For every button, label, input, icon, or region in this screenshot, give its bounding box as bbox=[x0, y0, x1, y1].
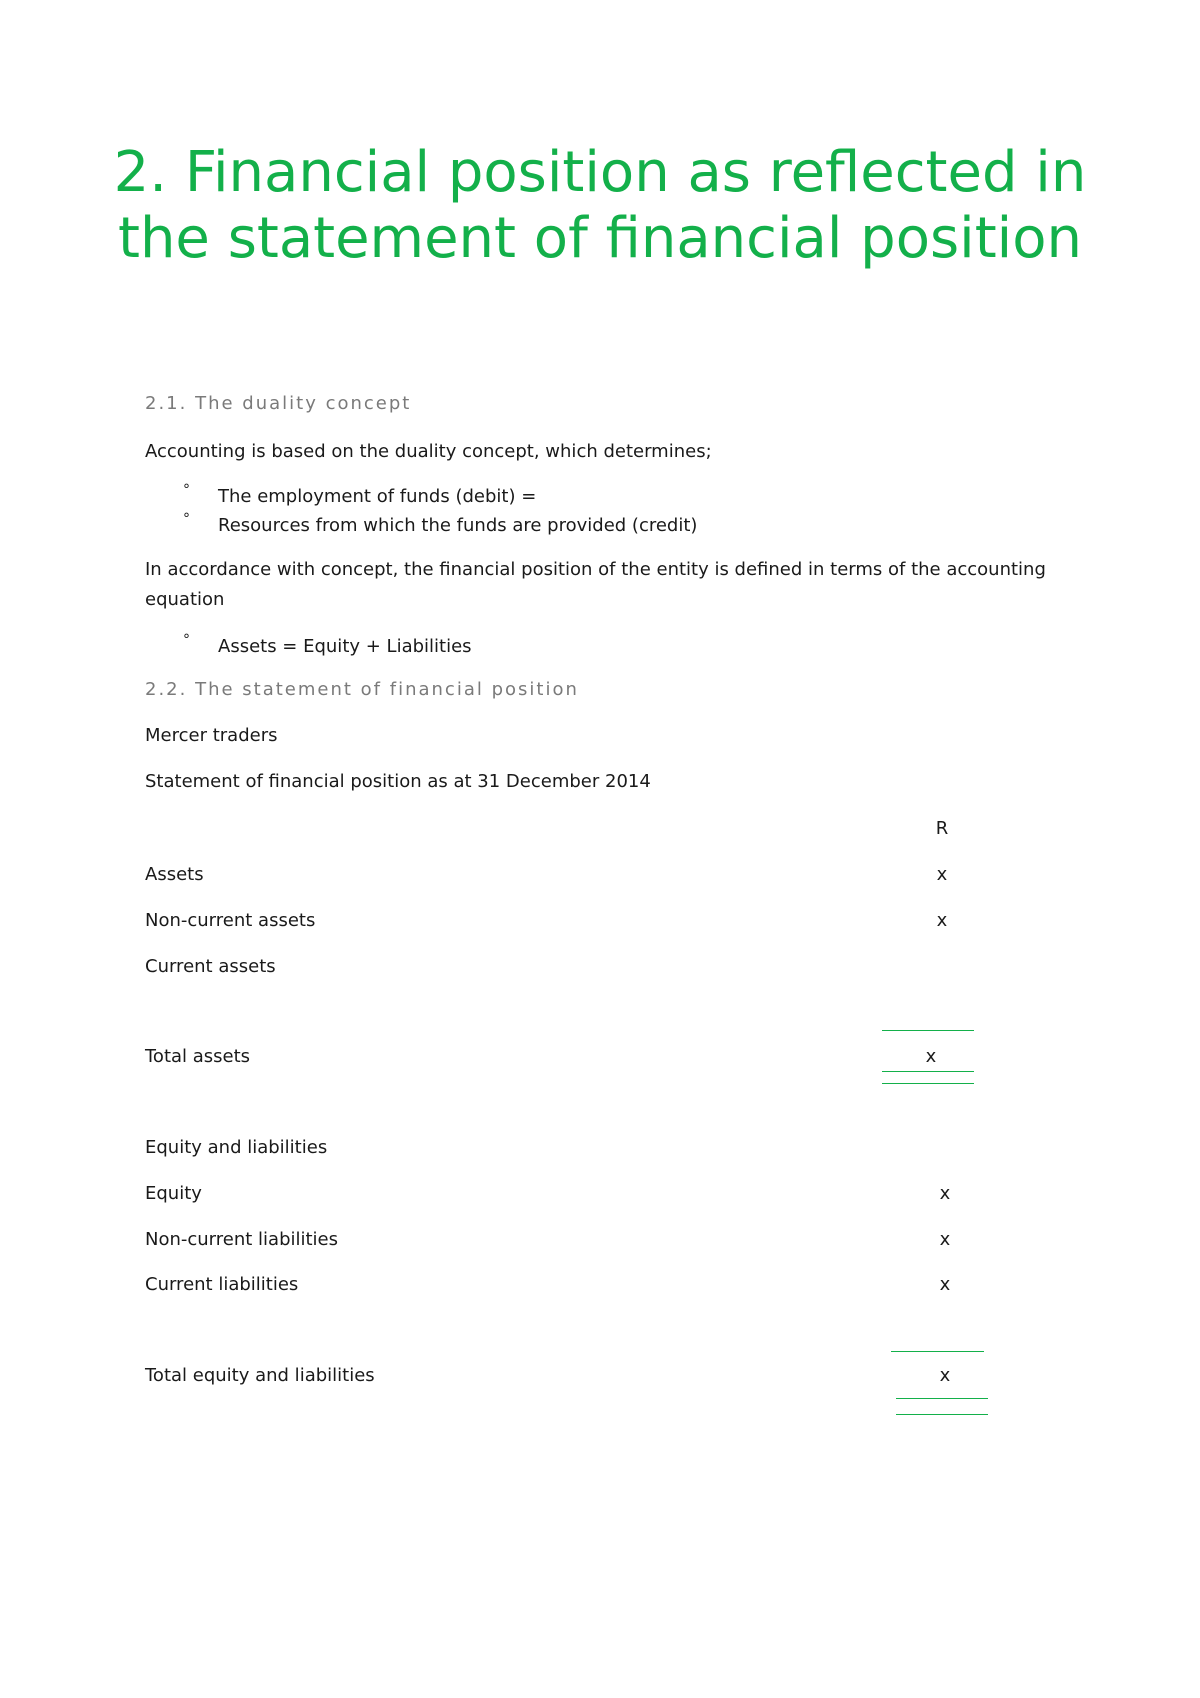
row-label: Non-current liabilities bbox=[145, 1229, 339, 1250]
subtotal-rule bbox=[891, 1351, 984, 1352]
table-row bbox=[145, 1226, 965, 1254]
bullet-marker: ° bbox=[183, 482, 190, 498]
company-name: Mercer traders bbox=[145, 725, 278, 746]
statement-title: Statement of financial position as at 31 December 2014 bbox=[145, 771, 651, 792]
row-label: Assets bbox=[145, 864, 204, 885]
row-label: Equity bbox=[145, 1183, 202, 1204]
total-double-rule-bottom bbox=[882, 1083, 974, 1084]
table-row bbox=[145, 1362, 965, 1390]
total-double-rule-bottom bbox=[896, 1414, 988, 1415]
row-label: Non-current assets bbox=[145, 910, 316, 931]
bullet-marker: ° bbox=[183, 632, 190, 648]
table-row bbox=[145, 1180, 965, 1208]
row-value: x bbox=[936, 864, 948, 885]
bullet-text: The employment of funds (debit) = bbox=[218, 486, 537, 507]
total-double-rule-top bbox=[882, 1071, 974, 1072]
row-label: Current assets bbox=[145, 956, 276, 977]
bullet-marker: ° bbox=[183, 511, 190, 527]
row-label: Total assets bbox=[145, 1046, 251, 1067]
paragraph-line-1: In accordance with concept, the financial position of the entity is defined in terms of the accounting bbox=[145, 559, 1046, 580]
table-row bbox=[145, 1043, 965, 1071]
row-label: Current liabilities bbox=[145, 1274, 299, 1295]
currency-label: R bbox=[935, 818, 949, 839]
section-heading-duality: 2.1. The duality concept bbox=[145, 393, 412, 414]
row-value: x bbox=[939, 1229, 951, 1250]
list-item bbox=[145, 482, 697, 511]
paragraph-line-2: equation bbox=[145, 589, 225, 610]
list-item bbox=[145, 511, 697, 540]
table-row bbox=[145, 1134, 965, 1162]
row-value: x bbox=[939, 1183, 951, 1204]
row-value: x bbox=[936, 910, 948, 931]
row-value: x bbox=[925, 1046, 937, 1067]
section-heading-statement: 2.2. The statement of financial position bbox=[145, 679, 579, 700]
row-value: x bbox=[939, 1274, 951, 1295]
page-title: 2. Financial position as reflected in the statement of financial position bbox=[113, 140, 1087, 271]
intro-text: Accounting is based on the duality concept, which determines; bbox=[145, 441, 712, 462]
row-value: x bbox=[939, 1365, 951, 1386]
subtotal-rule bbox=[882, 1030, 974, 1031]
bullet-text: Assets = Equity + Liabilities bbox=[218, 636, 472, 657]
table-row bbox=[145, 953, 965, 981]
row-label: Equity and liabilities bbox=[145, 1137, 328, 1158]
table-row bbox=[145, 1271, 965, 1299]
equation-bullet-list bbox=[145, 632, 472, 661]
list-item bbox=[145, 632, 472, 661]
currency-row bbox=[145, 815, 965, 843]
bullet-text: Resources from which the funds are provided (credit) bbox=[218, 515, 698, 536]
table-row bbox=[145, 861, 965, 889]
duality-bullet-list bbox=[145, 482, 697, 540]
table-row bbox=[145, 907, 965, 935]
total-double-rule-top bbox=[896, 1398, 988, 1399]
row-label: Total equity and liabilities bbox=[145, 1365, 375, 1386]
